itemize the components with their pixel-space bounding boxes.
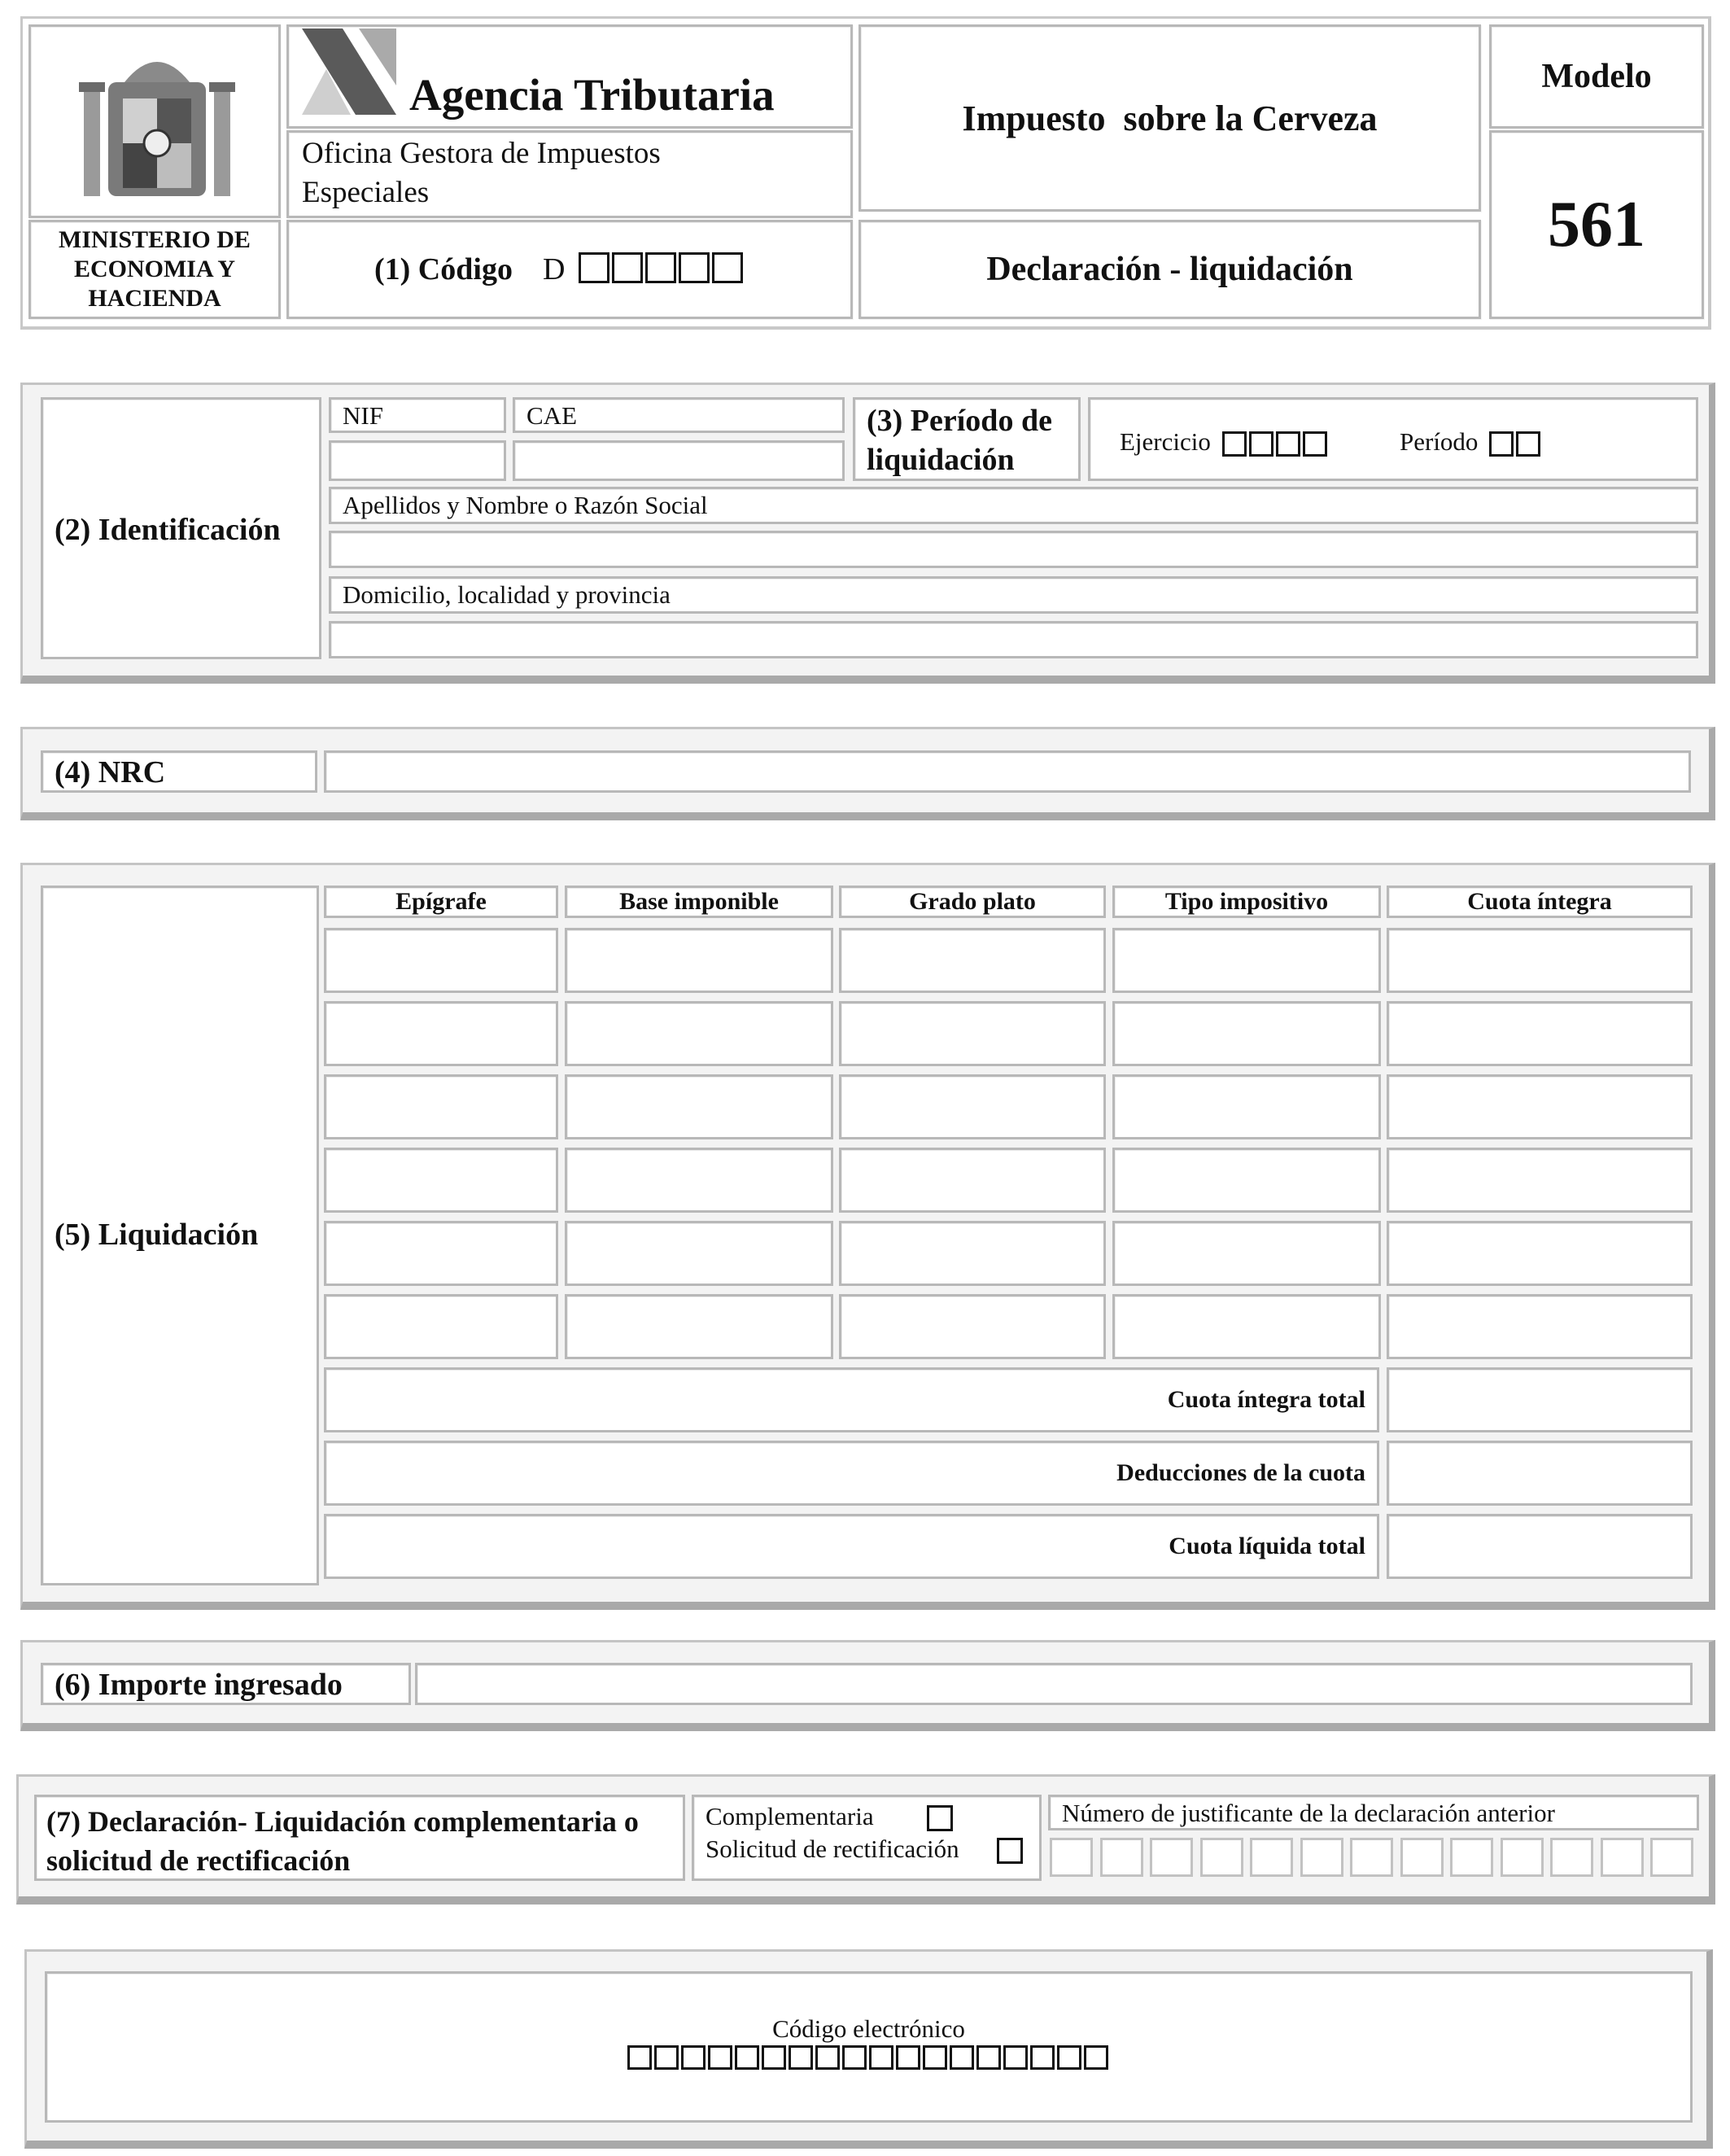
column-header-label: Base imponible (619, 888, 779, 915)
ejercicio-boxes[interactable] (1222, 427, 1330, 456)
justificante-box[interactable] (1601, 1838, 1644, 1877)
opt-complementaria-label: Complementaria (706, 1802, 874, 1830)
codigo-electronico-box[interactable] (762, 2045, 786, 2070)
complementaria-label: (7) Declaración- Liquidación complementaria o solicitud de rectificación (46, 1805, 639, 1877)
codigo-electronico-box[interactable] (681, 2045, 706, 2070)
table-cell[interactable] (1112, 1074, 1381, 1139)
table-cell[interactable] (1112, 1294, 1381, 1359)
periodo-box[interactable] (1489, 431, 1514, 457)
codigo-box[interactable] (679, 252, 710, 283)
total-value-field[interactable] (1387, 1441, 1693, 1506)
periodo-boxes[interactable] (1489, 427, 1543, 456)
codigo-electronico-boxes (47, 2045, 1690, 2070)
nif-label-cell (329, 397, 506, 433)
column-header (1112, 886, 1381, 918)
codigo-prefix: D (543, 252, 566, 286)
codigo-electronico-box[interactable] (1057, 2045, 1081, 2070)
codigo-electronico-box[interactable] (1084, 2045, 1108, 2070)
total-label: Cuota líquida total (1169, 1533, 1365, 1559)
table-cell[interactable] (839, 1148, 1106, 1213)
total-label: Cuota íntegra total (1167, 1386, 1365, 1413)
table-cell[interactable] (565, 1148, 833, 1213)
table-cell[interactable] (565, 928, 833, 993)
table-cell[interactable] (1387, 1001, 1693, 1066)
justificante-label: Número de justificante de la declaración anterior (1062, 1799, 1555, 1827)
complementaria-label-cell (34, 1795, 685, 1881)
nrc-field[interactable] (324, 750, 1691, 793)
codigo-box[interactable] (612, 252, 643, 283)
codigo-electronico-box[interactable] (1030, 2045, 1055, 2070)
cae-label: CAE (526, 401, 577, 430)
ejercicio-label: Ejercicio (1120, 427, 1330, 457)
codigo-electronico-box[interactable] (654, 2045, 679, 2070)
table-cell[interactable] (839, 1221, 1106, 1286)
table-cell[interactable] (565, 1074, 833, 1139)
codigo-label: (1) Código (374, 252, 513, 286)
justificante-label-cell (1048, 1795, 1699, 1830)
justificante-box[interactable] (1300, 1838, 1343, 1877)
justificante-box[interactable] (1350, 1838, 1393, 1877)
codigo-electronico-box[interactable] (627, 2045, 652, 2070)
table-cell[interactable] (324, 928, 558, 993)
nombre-label: Apellidos y Nombre o Razón Social (343, 491, 708, 519)
table-cell[interactable] (324, 1001, 558, 1066)
table-cell[interactable] (1387, 1148, 1693, 1213)
codigo-box[interactable] (579, 252, 609, 283)
column-header-label: Epígrafe (395, 888, 487, 915)
cae-label-cell (513, 397, 845, 433)
column-header (839, 886, 1106, 918)
justificante-box[interactable] (1100, 1838, 1143, 1877)
codigo-electronico-box[interactable] (896, 2045, 920, 2070)
justificante-box[interactable] (1450, 1838, 1493, 1877)
ejercicio-box[interactable] (1303, 431, 1327, 457)
periodo-section-label: (3) Período de liquidación (867, 404, 1052, 477)
total-label: Deducciones de la cuota (1116, 1459, 1365, 1486)
table-cell[interactable] (565, 1294, 833, 1359)
ministry-label: MINISTERIO DE ECONOMIA Y HACIENDA (59, 226, 251, 312)
importe-label-cell (41, 1663, 411, 1705)
total-label-cell (324, 1441, 1379, 1506)
codigo-electronico-box[interactable] (708, 2045, 732, 2070)
codigo-electronico-box[interactable] (1003, 2045, 1028, 2070)
nrc-label-cell (41, 750, 317, 793)
total-value-field[interactable] (1387, 1367, 1693, 1432)
justificante-box[interactable] (1250, 1838, 1293, 1877)
table-cell[interactable] (1387, 928, 1693, 993)
declaration-type: Declaración - liquidación (986, 251, 1353, 288)
table-cell[interactable] (565, 1001, 833, 1066)
codigo-electronico-box[interactable] (815, 2045, 840, 2070)
justificante-box[interactable] (1400, 1838, 1444, 1877)
column-header-label: Grado plato (909, 888, 1036, 915)
importe-field[interactable] (415, 1663, 1693, 1705)
ejercicio-box[interactable] (1222, 431, 1247, 457)
codigo-cell (286, 220, 853, 319)
codigo-boxes[interactable] (579, 252, 745, 283)
justificante-box[interactable] (1650, 1838, 1693, 1877)
identificacion-label: (2) Identificación (55, 513, 281, 547)
table-cell[interactable] (1112, 1001, 1381, 1066)
justificante-boxes (1050, 1838, 1701, 1880)
table-cell[interactable] (1112, 1148, 1381, 1213)
justificante-box[interactable] (1150, 1838, 1193, 1877)
ministry-cell (28, 220, 281, 319)
office-cell (286, 130, 853, 218)
tax-title: Impuesto sobre la Cerveza (962, 98, 1378, 138)
justificante-box[interactable] (1200, 1838, 1243, 1877)
codigo-box[interactable] (712, 252, 743, 283)
codigo-electronico-box[interactable] (950, 2045, 974, 2070)
column-header-label: Cuota íntegra (1467, 888, 1612, 915)
column-header (324, 886, 558, 918)
opt-rectificacion-label: Solicitud de rectificación (706, 1835, 959, 1863)
rectificacion-checkbox[interactable] (997, 1838, 1023, 1864)
tax-title-cell (858, 24, 1481, 212)
ejercicio-box[interactable] (1276, 431, 1300, 457)
table-cell[interactable] (1387, 1221, 1693, 1286)
table-cell[interactable] (1112, 928, 1381, 993)
cae-field[interactable] (513, 440, 845, 481)
domicilio-label: Domicilio, localidad y provincia (343, 580, 671, 609)
table-cell[interactable] (839, 1074, 1106, 1139)
justificante-box[interactable] (1050, 1838, 1093, 1877)
codigo-electronico-box[interactable] (976, 2045, 1001, 2070)
liquidacion-label: (5) Liquidación (55, 1218, 259, 1252)
total-label-cell (324, 1367, 1379, 1432)
importe-label: (6) Importe ingresado (55, 1668, 343, 1702)
nrc-label: (4) NRC (55, 755, 166, 789)
total-label-cell (324, 1514, 1379, 1579)
agency-cell (286, 24, 853, 129)
table-cell[interactable] (324, 1148, 558, 1213)
agency-logo-icon (302, 28, 396, 115)
table-cell[interactable] (324, 1294, 558, 1359)
modelo-number: 561 (1548, 188, 1645, 260)
column-header-label: Tipo impositivo (1164, 888, 1329, 915)
codigo-electronico-box[interactable] (923, 2045, 947, 2070)
identificacion-label-cell (41, 397, 321, 659)
table-cell[interactable] (1387, 1294, 1693, 1359)
table-cell[interactable] (839, 1001, 1106, 1066)
nombre-label-cell (329, 487, 1698, 524)
nombre-field[interactable] (329, 531, 1698, 568)
codigo-box[interactable] (645, 252, 676, 283)
domicilio-field[interactable] (329, 621, 1698, 658)
periodo-field-label: Período (1400, 427, 1543, 457)
office-name: Oficina Gestora de Impuestos Especiales (302, 137, 661, 209)
codigo-electronico-label: Código electrónico (772, 2014, 965, 2043)
periodo-box[interactable] (1516, 431, 1540, 457)
complementaria-checkbox[interactable] (927, 1805, 953, 1831)
codigo-electronico-box[interactable] (869, 2045, 893, 2070)
codigo-electronico-box[interactable] (789, 2045, 813, 2070)
table-cell[interactable] (1112, 1221, 1381, 1286)
table-cell[interactable] (839, 1294, 1106, 1359)
periodo-fields-cell (1088, 397, 1698, 481)
table-cell[interactable] (839, 928, 1106, 993)
coat-of-arms-icon (76, 42, 238, 204)
ejercicio-box[interactable] (1249, 431, 1273, 457)
table-cell[interactable] (1387, 1074, 1693, 1139)
table-cell[interactable] (324, 1221, 558, 1286)
column-header (565, 886, 833, 918)
modelo-label-cell (1489, 24, 1704, 129)
table-cell[interactable] (324, 1074, 558, 1139)
domicilio-label-cell (329, 576, 1698, 614)
codigo-electronico-box[interactable] (735, 2045, 759, 2070)
nif-field[interactable] (329, 440, 506, 481)
liquidacion-label-cell (41, 886, 319, 1585)
declaration-type-cell (858, 220, 1481, 319)
agency-name: Agencia Tributaria (409, 70, 775, 120)
complementaria-options-cell (692, 1795, 1042, 1881)
modelo-label: Modelo (1541, 58, 1652, 95)
table-cell[interactable] (565, 1221, 833, 1286)
column-header (1387, 886, 1693, 918)
total-value-field[interactable] (1387, 1514, 1693, 1579)
justificante-box[interactable] (1501, 1838, 1544, 1877)
nif-label: NIF (343, 401, 383, 430)
codigo-electronico-cell (45, 1971, 1693, 2123)
modelo-number-cell (1489, 130, 1704, 319)
justificante-box[interactable] (1550, 1838, 1593, 1877)
codigo-electronico-box[interactable] (842, 2045, 867, 2070)
coat-of-arms-cell (28, 24, 281, 218)
periodo-label-cell (853, 397, 1081, 481)
